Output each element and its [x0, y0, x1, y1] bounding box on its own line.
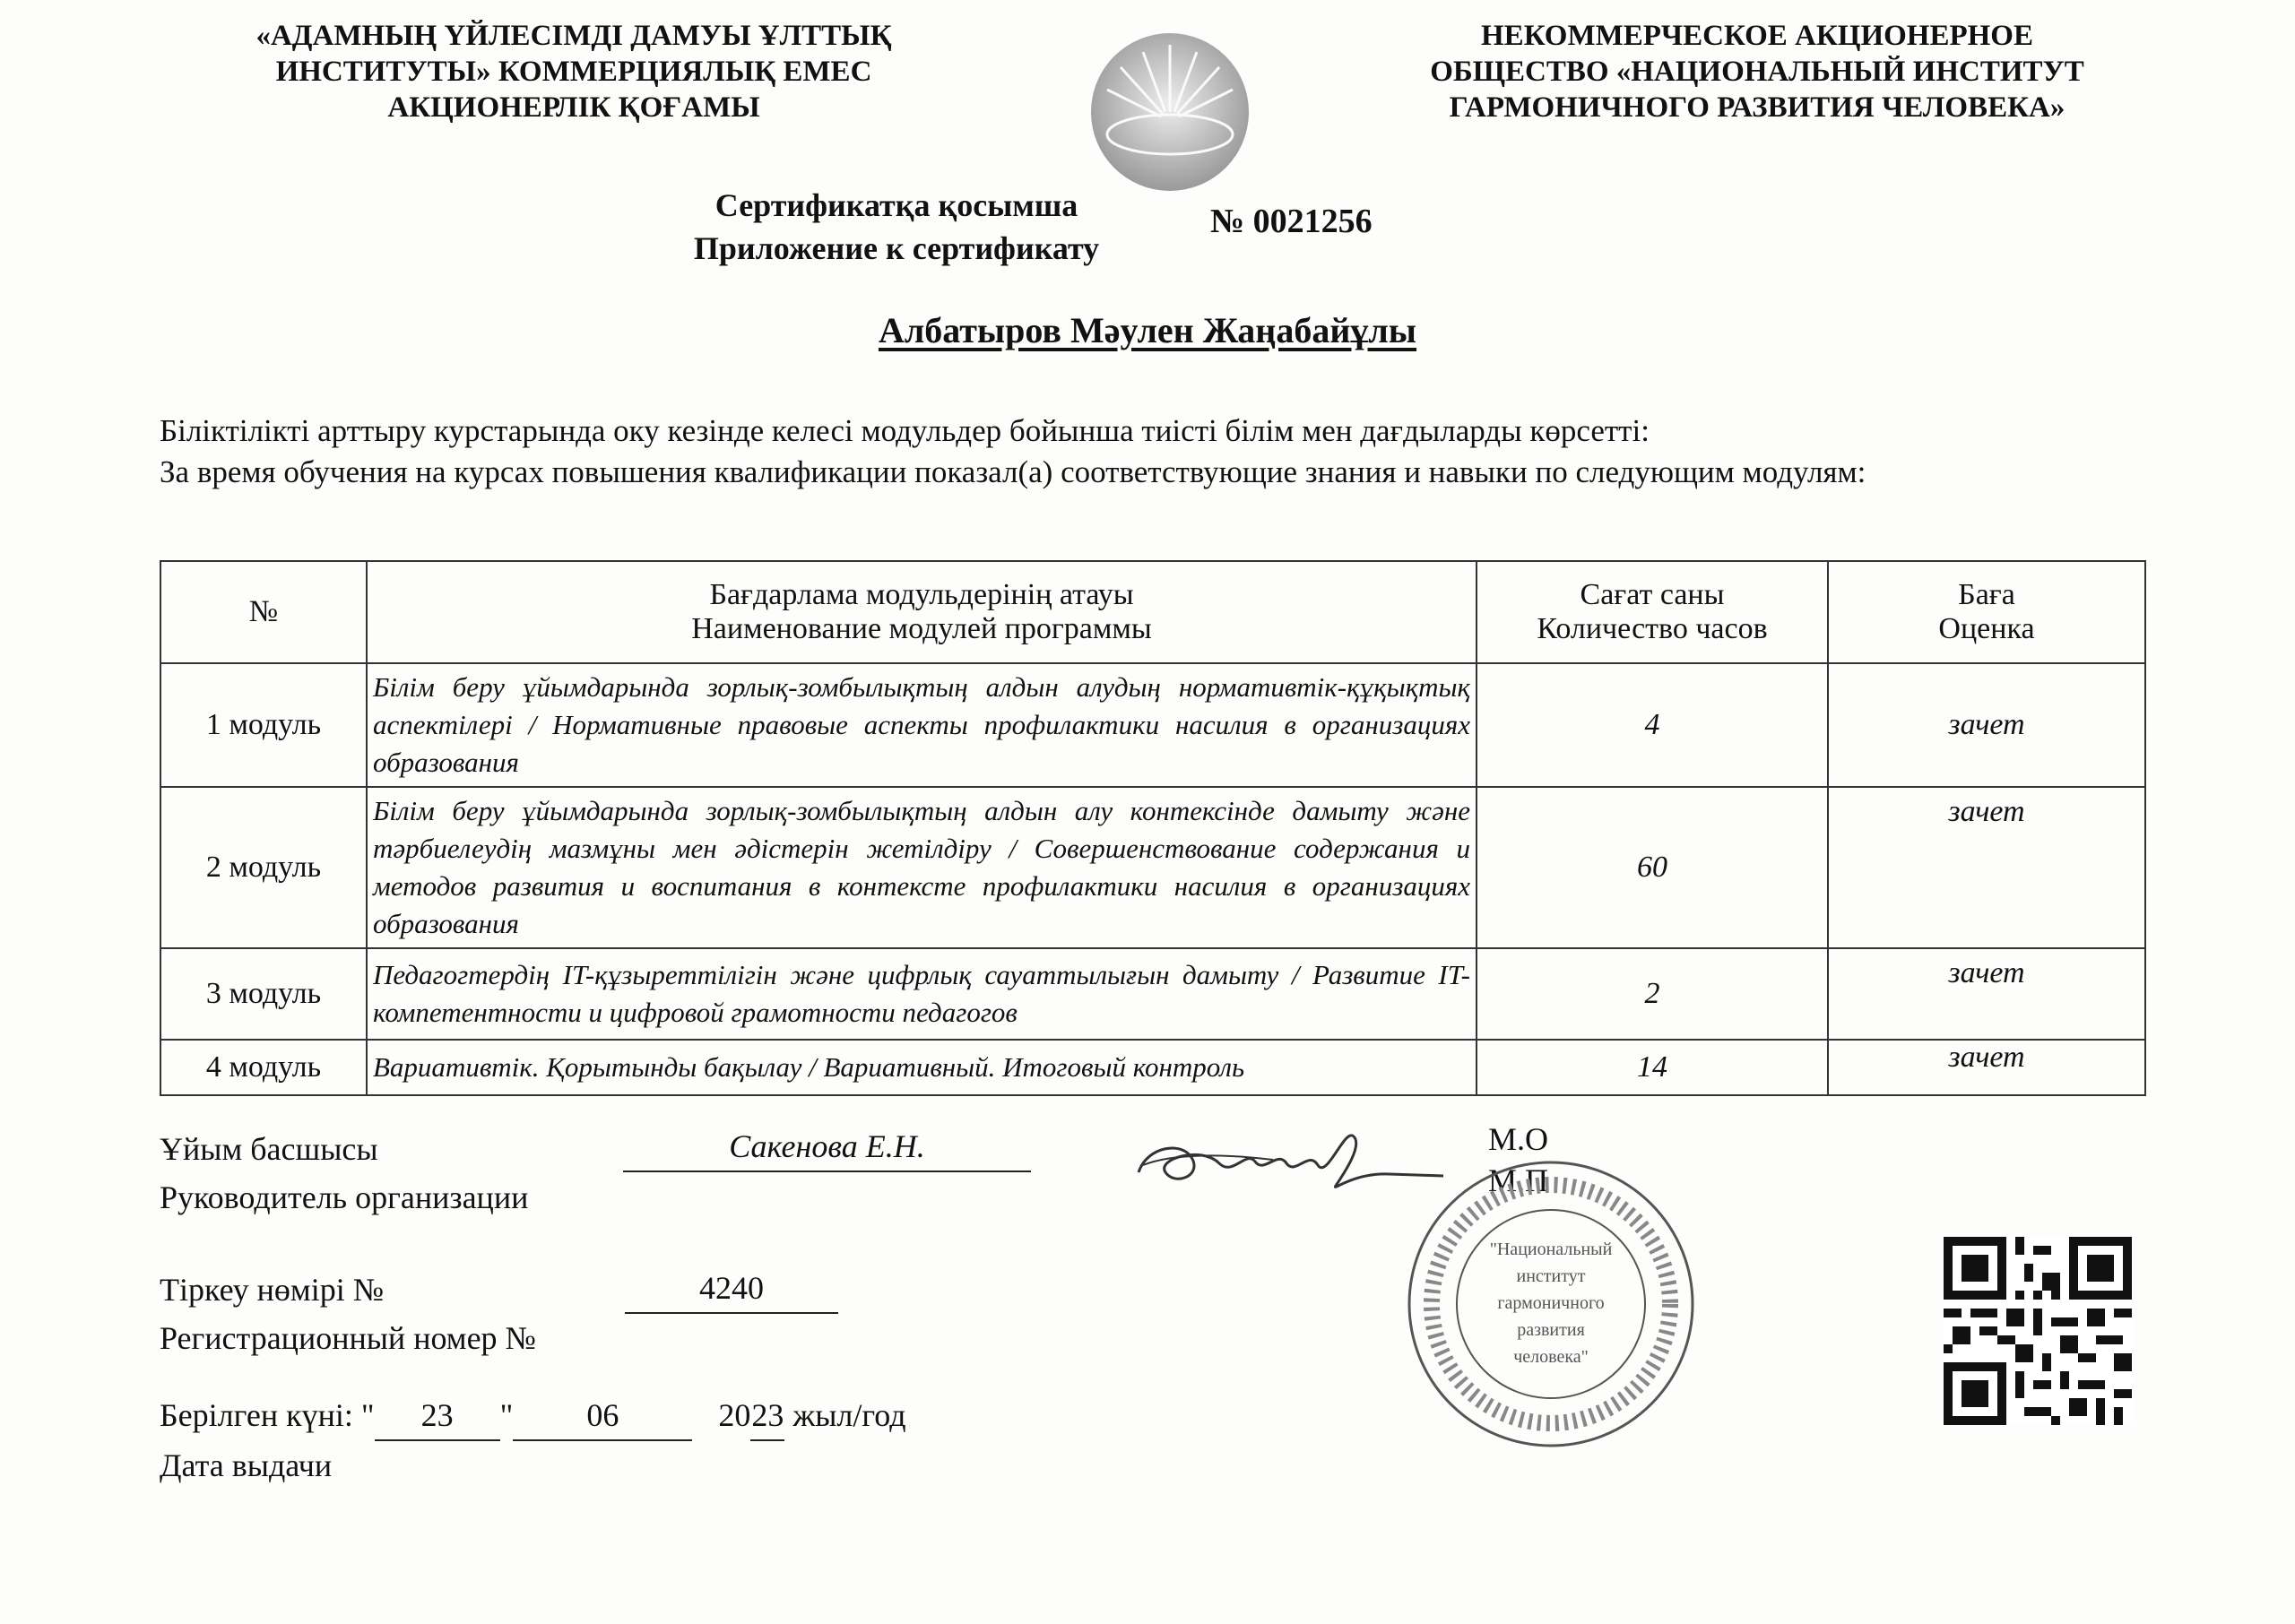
reg-number-line: [625, 1264, 838, 1314]
head-label: [160, 1125, 528, 1222]
header-module-name: [367, 561, 1477, 663]
header-ru-line-2: ОБЩЕСТВО «НАЦИОНАЛЬНЫЙ ИНСТИТУТ: [1430, 56, 2084, 88]
header-ru-organization: [1363, 18, 2152, 125]
reg-label-kz: Тіркеу нөмірі №: [160, 1272, 385, 1308]
seal-line-4: развития: [1517, 1320, 1585, 1340]
issue-month: 06: [513, 1391, 692, 1441]
table-row: [160, 663, 2145, 787]
header-ru-line-3: ГАРМОНИЧНОГО РАЗВИТИЯ ЧЕЛОВЕКА»: [1449, 91, 2066, 124]
module-number: 3 модуль: [160, 948, 367, 1040]
module-hours: 60: [1477, 787, 1828, 948]
year-prefix: 20: [718, 1397, 751, 1433]
intro-kz: Біліктілікті арттыру курстарында оку кезінде келесі модульдер бойынша тиісті білім мен дағдыларды көрсетті:: [160, 413, 1650, 448]
module-grade: зачет: [1828, 663, 2145, 787]
document-title: [628, 184, 1165, 270]
seal-line-1: "Национальный: [1489, 1240, 1613, 1259]
person-name-text: Албатыров Мәулен Жаңабайұлы: [878, 310, 1417, 350]
issue-day: 23: [375, 1391, 500, 1441]
module-hours: 4: [1477, 663, 1828, 787]
reg-label-ru: Регистрационный номер №: [160, 1320, 536, 1356]
certificate-number: № 0021256: [1210, 203, 1373, 240]
stamp-place-ru: М.П: [1488, 1162, 1549, 1198]
reg-label: [160, 1266, 536, 1362]
header-kz-line-1: «АДАМНЫҢ ҮЙЛЕСІМДІ ДАМУЫ ҰЛТТЫҚ: [255, 20, 892, 52]
header-kz-line-3: АКЦИОНЕРЛІК ҚОҒАМЫ: [387, 91, 760, 124]
quote-mid: ": [499, 1397, 514, 1433]
intro-text: [160, 410, 2150, 493]
module-name: Білім беру ұйымдарында зорлық-зомбылықтың алдын алу контексінде дамыту және тәрбиелеудің мазмұны мен әдістерін жетілдіру / Совершенствование содержания и методов развития и воспитания в контексте профилактики насилия в организациях образования: [367, 787, 1477, 948]
head-name: Сакенова Е.Н.: [623, 1122, 1031, 1172]
title-ru: Приложение к сертификату: [693, 230, 1100, 266]
module-number: 4 модуль: [160, 1040, 367, 1095]
head-label-kz: Ұйым басшысы: [160, 1131, 378, 1167]
module-number: 2 модуль: [160, 787, 367, 948]
head-label-ru: Руководитель организации: [160, 1179, 529, 1215]
module-hours: 14: [1477, 1040, 1828, 1095]
header-grade-ru: Оценка: [1938, 612, 2035, 645]
header-grade-kz: Баға: [1958, 578, 2015, 611]
quote-open: ": [360, 1397, 375, 1433]
reg-number: 4240: [625, 1264, 838, 1314]
header-grade: [1828, 561, 2145, 663]
module-name: Білім беру ұйымдарында зорлық-зомбылықтың алдын алудың нормативтік-құқықтық аспектілері / Нормативные правовые аспекты профилактики насилия в организациях образования: [367, 663, 1477, 787]
issue-date: [160, 1391, 906, 1490]
issue-date-kz-label: Берілген күні:: [160, 1397, 353, 1433]
header-ru-line-1: НЕКОММЕРЧЕСКОЕ АКЦИОНЕРНОЕ: [1481, 20, 2033, 52]
header-hours-ru: Количество часов: [1537, 612, 1768, 645]
header-module-name-ru: Наименование модулей программы: [691, 612, 1152, 645]
module-hours: 2: [1477, 948, 1828, 1040]
table-row: [160, 1040, 2145, 1095]
module-grade: зачет: [1828, 948, 2145, 1040]
module-number: 1 модуль: [160, 663, 367, 787]
issue-date-ru-label: Дата выдачи: [160, 1447, 333, 1483]
header-module-name-kz: Бағдарлама модульдерінің атауы: [709, 578, 1134, 611]
table-row: [160, 787, 2145, 948]
module-grade: зачет: [1828, 787, 2145, 948]
year-unit: жыл/год: [792, 1397, 906, 1433]
round-seal-stamp: [1403, 1156, 1699, 1452]
qr-code-icon: [1944, 1237, 2132, 1425]
issue-date-kz-row: [160, 1391, 906, 1441]
head-name-line: [623, 1122, 1031, 1172]
seal-line-3: гармоничного: [1497, 1293, 1605, 1313]
seal-line-5: человека": [1513, 1347, 1589, 1367]
title-kz: Сертификатқа қосымша: [714, 187, 1078, 223]
header-num: №: [160, 561, 367, 663]
module-name: Вариативтік. Қорытынды бақылау / Вариативный. Итоговый контроль: [367, 1040, 1477, 1095]
intro-ru: За время обучения на курсах повышения квалификации показал(а) соответствующие знания и навыки по следующим модулям:: [160, 454, 1866, 489]
header-kz-line-2: ИНСТИТУТЫ» КОММЕРЦИЯЛЫҚ ЕМЕС: [275, 56, 872, 88]
header-kz-organization: [179, 18, 968, 125]
year-suffix: 23: [750, 1391, 784, 1441]
institute-logo-icon: [1080, 27, 1260, 197]
stamp-place-kz: М.О: [1488, 1121, 1549, 1157]
module-name: Педагогтердің IT-құзыреттілігін және цифрлық сауаттылығын дамыту / Развитие IT-компетентности и цифровой грамотности педагогов: [367, 948, 1477, 1040]
header-hours-kz: Сағат саны: [1580, 578, 1725, 611]
person-name: [0, 309, 2295, 351]
module-grade: зачет: [1828, 1040, 2145, 1095]
seal-line-2: институт: [1516, 1266, 1586, 1286]
header-hours: [1477, 561, 1828, 663]
modules-table: [160, 560, 2146, 1096]
table-header-row: [160, 561, 2145, 663]
table-row: [160, 948, 2145, 1040]
